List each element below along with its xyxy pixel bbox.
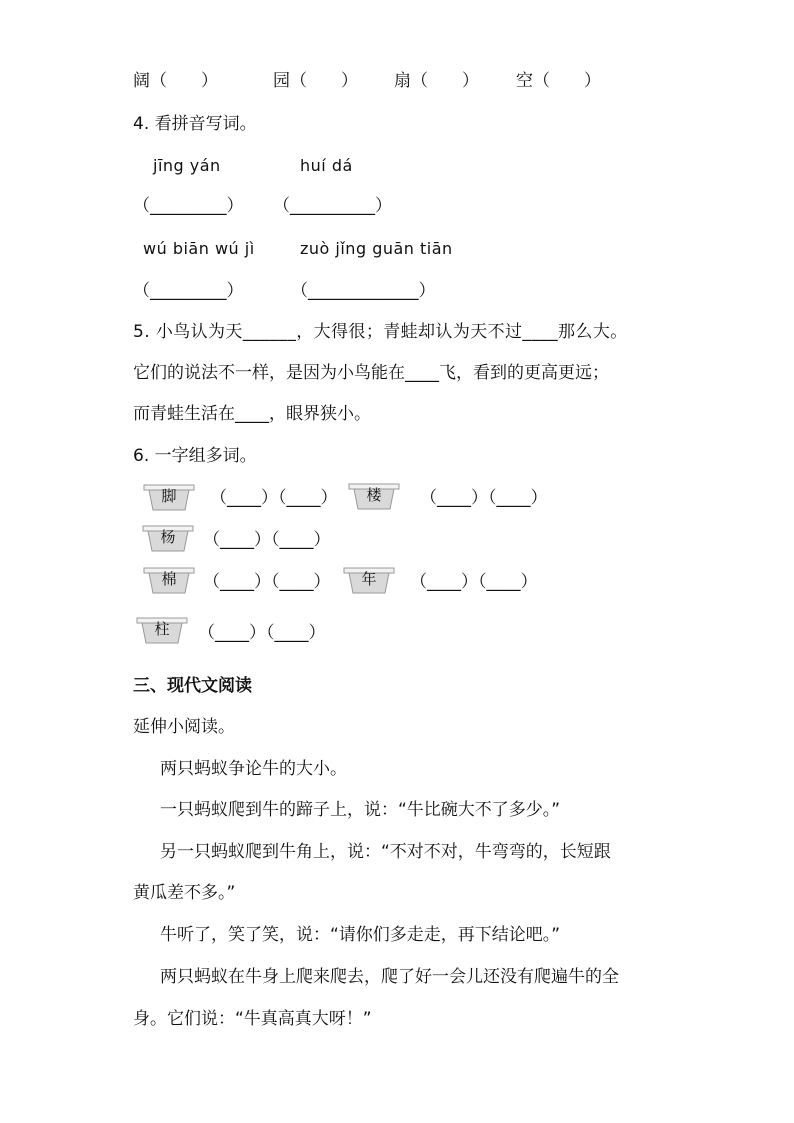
pinyin: wú biān wú jì — [143, 239, 255, 258]
reading-paragraph: 黄瓜差不多。” — [133, 883, 236, 903]
reading-intro: 延伸小阅读。 — [133, 717, 235, 737]
reading-paragraph: 一只蚂蚁爬到牛的蹄子上，说：“牛比碗大不了多少。” — [160, 800, 561, 820]
flowerpot-card — [343, 564, 395, 594]
pinyin: huí dá — [300, 156, 353, 175]
flowerpot-card — [348, 480, 400, 510]
reading-paragraph: 两只蚂蚁争论牛的大小。 — [160, 759, 347, 779]
answer-blank-pair[interactable]: （____）（____） — [198, 623, 326, 643]
flowerpot-card — [143, 481, 195, 511]
q5-line: 5. 小鸟认为天______，大得很；青蛙却认为天不过____那么大。 — [133, 322, 628, 342]
flowerpot-card — [142, 522, 194, 552]
reading-paragraph: 牛听了，笑了笑，说：“请你们多走走，再下结论吧。” — [160, 925, 561, 945]
q6-title: 6. 一字组多词。 — [133, 446, 257, 466]
answer-blank[interactable]: （_________） — [133, 281, 244, 301]
q4-title: 4. 看拼音写词。 — [133, 114, 257, 134]
answer-blank-pair[interactable]: （____）（____） — [210, 488, 338, 508]
flowerpot-card — [136, 614, 188, 644]
reading-paragraph: 另一只蚂蚁爬到牛角上，说：“不对不对，牛弯弯的，长短跟 — [160, 842, 611, 862]
section-heading: 三、现代文阅读 — [133, 676, 252, 696]
q3-item: 扇（ ） — [394, 71, 479, 91]
pot-character: 年 — [361, 570, 377, 588]
pinyin: zuò jǐng guān tiān — [300, 239, 453, 258]
answer-blank[interactable]: （__________） — [273, 196, 392, 216]
answer-blank-pair[interactable]: （____）（____） — [410, 572, 538, 592]
q3-item: 园（ ） — [273, 71, 358, 91]
answer-blank[interactable]: （_________） — [133, 196, 244, 216]
q5-line: 而青蛙生活在____，眼界狭小。 — [133, 404, 371, 424]
pot-character: 棉 — [161, 570, 177, 588]
reading-paragraph: 两只蚂蚁在牛身上爬来爬去，爬了好一会儿还没有爬遍牛的全 — [160, 967, 619, 987]
q5-line: 它们的说法不一样，是因为小鸟能在____飞，看到的更高更远； — [133, 363, 609, 383]
reading-paragraph: 身。它们说：“牛真高真大呀！” — [133, 1009, 372, 1029]
pot-character: 杨 — [160, 528, 176, 546]
pot-character: 柱 — [154, 620, 170, 638]
answer-blank-pair[interactable]: （____）（____） — [203, 530, 331, 550]
answer-blank-pair[interactable]: （____）（____） — [203, 572, 331, 592]
q3-item: 空（ ） — [516, 71, 601, 91]
flowerpot-card — [143, 564, 195, 594]
answer-blank-pair[interactable]: （____）（____） — [420, 488, 548, 508]
answer-blank[interactable]: （_____________） — [291, 281, 436, 301]
pinyin: jīng yán — [153, 156, 221, 175]
pot-character: 楼 — [366, 486, 382, 504]
pot-character: 脚 — [161, 487, 177, 505]
q3-item: 阔（ ） — [133, 71, 218, 91]
